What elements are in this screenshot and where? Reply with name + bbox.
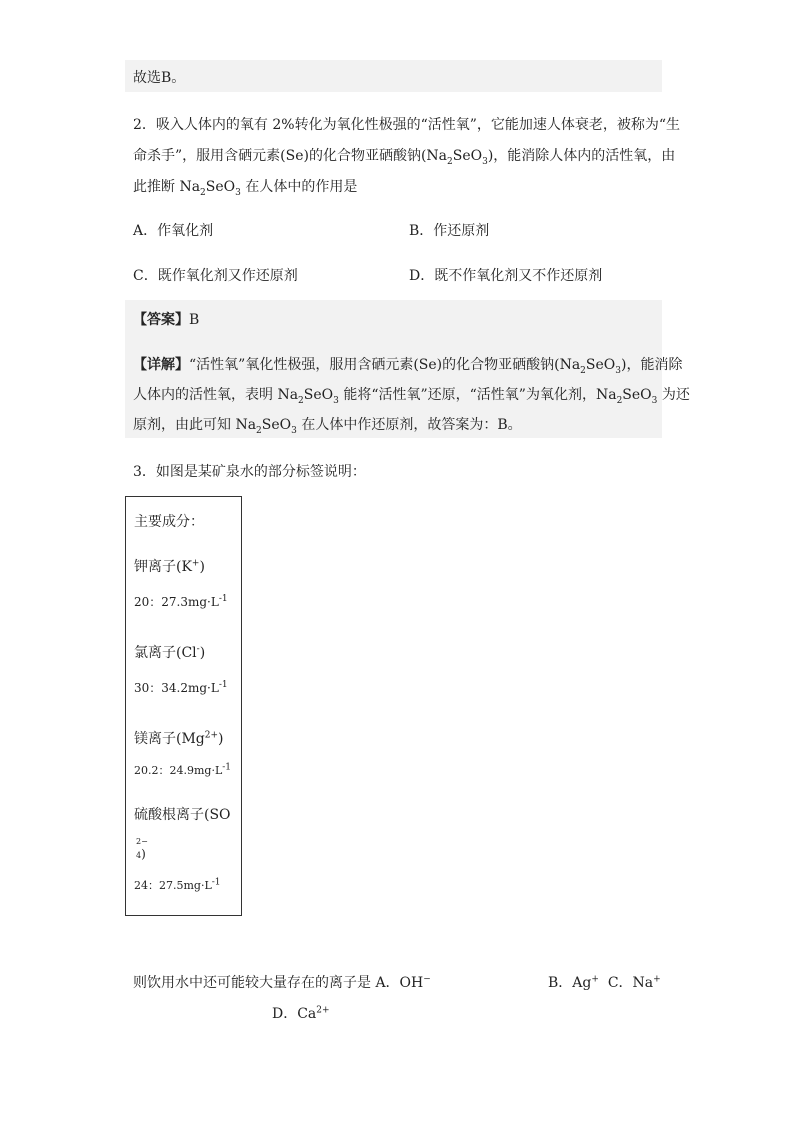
q2-stem-line3: 此推断 $Na_2SeO_3$ 在人体中的作用是 [133,179,358,198]
label-mg-value: 20.2：$24.9mg\cdot L^{-1}$ [134,762,232,777]
label-cl-name: 氯离子(Cl-) [134,644,206,661]
answer-value: B [189,312,200,328]
q3-question: 则饮用水中还可能较大量存在的离子是 A．OH− [133,974,431,991]
label-mg-name: 镁离子$(Mg^{2+})$ [134,730,224,747]
q3-intro: 3．如图是某矿泉水的部分标签说明： [133,464,366,480]
q2-detail-line3: 原剂，由此可知 $Na_2SeO_3$ 在人体中作还原剂，故答案为：B。 [133,417,522,436]
detail-label: 【详解】 [133,357,189,373]
q2-answer [133,309,199,329]
label-k-value: 20：$27.3mg\cdot L^{-1}$ [134,594,228,609]
label-so4-name: 硫酸根离子(SO [134,807,231,823]
q2-option-b: B．作还原剂 [409,223,490,239]
q3-option-b: B．Ag+ [548,974,599,991]
label-so4-subscript-close: 4) [136,847,146,861]
mineral-water-label [125,496,242,916]
q2-option-a: A．作氧化剂 [133,223,214,239]
q3-option-d: D．$Ca^{2+}$ [272,1005,330,1022]
prev-answer-text: 故选B。 [133,70,186,86]
label-so4-charge: 2− [136,837,148,846]
label-cl-value: 30：$34.2mg\cdot L^{-1}$ [134,680,228,695]
q2-detail-line1: 【详解】“活性氧”氧化性极强，服用含硒元素(Se)的化合物亚硒酸钠$(Na_2SeO_3)$，能消除 [133,357,683,376]
label-k-name: 钾离子(K+) [134,558,205,575]
q3-options-bc [548,972,661,992]
q2-stem-line2: 命杀手”，服用含硒元素(Se)的化合物亚硒酸钠$(Na_2SeO_3)$，能消除人体内的活性氧，由 [133,148,676,167]
label-heading: 主要成分： [134,514,204,530]
q2-stem-line1: 2．吸入人体内的氧有 2%转化为氧化性极强的“活性氧”，它能加速人体衰老，被称为“生 [133,117,681,133]
q2-option-d: D．既不作氧化剂又不作还原剂 [409,268,603,284]
label-so4-value: 24：$27.5mg\cdot L^{-1}$ [134,877,221,892]
prev-answer-block [125,60,662,92]
q2-option-c: C．既作氧化剂又作还原剂 [133,268,298,284]
answer-label: 【答案】 [133,312,189,328]
q2-detail-line2: 人体内的活性氧，表明 $Na_2SeO_3$ 能将“活性氧”还原，“活性氧”为氧化剂，$Na_2SeO_3$ 为还 [133,387,690,406]
q3-option-c: C．Na+ [607,974,661,991]
